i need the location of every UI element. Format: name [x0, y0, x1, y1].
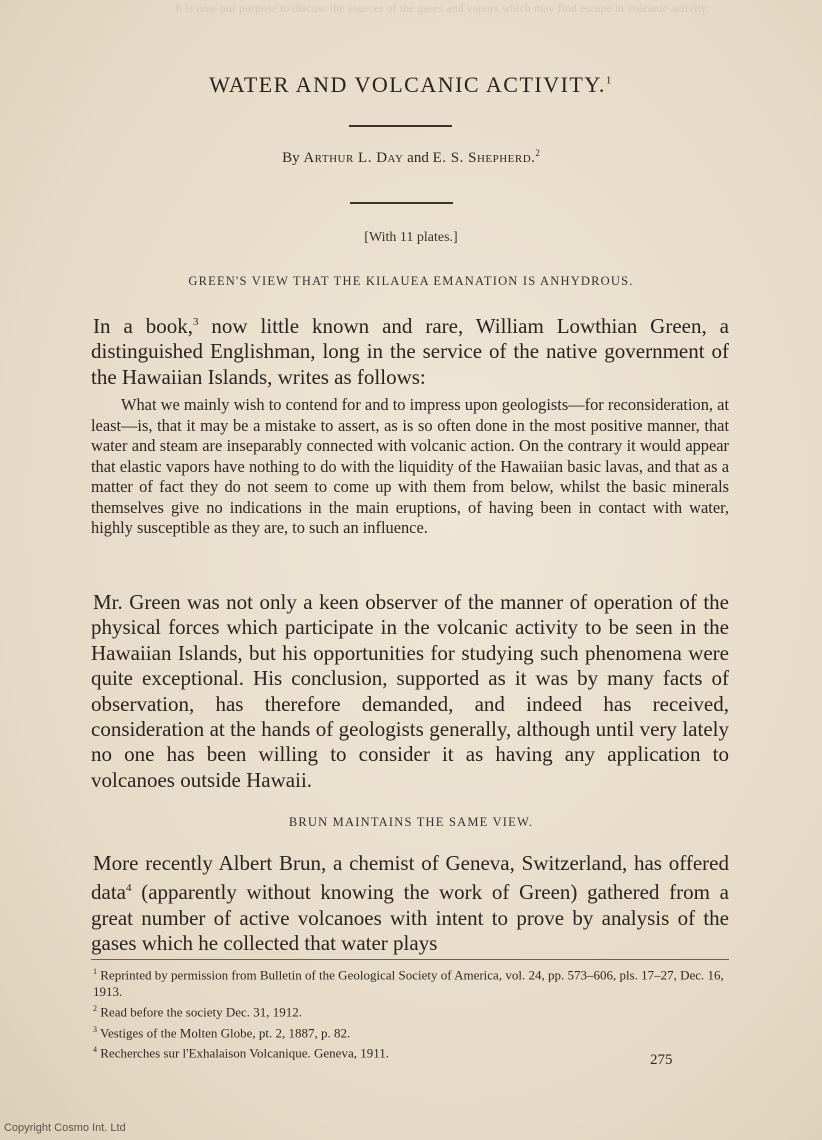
title-rule: [349, 125, 452, 127]
copyright-watermark: Copyright Cosmo Int. Ltd: [4, 1122, 126, 1134]
title-footnote-mark: 1: [605, 74, 613, 87]
footnote: $^4$ Recherches sur l'Exhalaison Volcanique. Geneva, 1911.: [93, 1044, 389, 1061]
byline-conj: and: [407, 150, 429, 166]
footnote-rule: [91, 959, 729, 960]
bleed-through-text: It is now our purpose to discuss the sources of the gases and vapors which may find escape in volcanic activity.: [175, 1, 710, 15]
author-2: E. S. Shepherd.: [432, 150, 536, 166]
byline: [0, 148, 822, 167]
article-title: [0, 72, 822, 98]
block-quote: What we mainly wish to contend for and to impress upon geologists—for reconsideration, at least—is, that it may be a mistake to assert, as is so often done in the most positive manner, that water and steam are inseparably connected with volcanic action. On the contrary it would appear that elastic vapors have nothing to do with the liquidity of the Hawaiian basic lavas, and that as a matter of fact they do not seem to come up with them from below, whilst the basic minerals themselves give no indications in the main eruptions, of having been in contact with water, highly susceptible as they are, to such an influence.: [91, 395, 729, 537]
paragraph-intro: In a book,$^3$ now little known and rare, William Lowthian Green, a distinguished Englishman, long in the service of the native government of the Hawaiian Islands, writes as follows:: [91, 314, 729, 389]
footnote: $^2$ Read before the society Dec. 31, 1912.: [93, 1004, 303, 1020]
byline-prefix: By: [282, 150, 300, 166]
paragraph-brun: More recently Albert Brun, a chemist of Geneva, Switzerland, has offered data$^4$ (apparently without knowing the work of Green) gathered from a great number of active volcanoes with intent to prove by analysis of the gases which he collected that water plays: [91, 851, 729, 956]
section-heading-green: GREEN'S VIEW THAT THE KILAUEA EMANATION IS ANHYDROUS.: [188, 274, 634, 288]
footnote: $^3$ Vestiges of the Molten Globe, pt. 2, 1887, p. 82.: [93, 1024, 351, 1040]
article-title-text: WATER AND VOLCANIC ACTIVITY.: [209, 72, 606, 97]
byline-footnote-mark: 2: [535, 148, 540, 158]
page-number: 275: [650, 1052, 673, 1068]
section-heading-brun: BRUN MAINTAINS THE SAME VIEW.: [288, 815, 534, 829]
footnote-mark-3: 3: [192, 316, 199, 328]
paragraph-green-observer: Mr. Green was not only a keen observer of the manner of operation of the physical forces which participate in the volcanic activity to be seen in the Hawaiian Islands, but his opportunities for studying such phenomena were quite exceptional. His conclusion, supported as it was by many facts of observation, has therefore demanded, and indeed has received, consideration at the hands of geologists generally, although until very lately no one has been willing to consider it as having any application to volcanoes outside Hawaii.: [91, 590, 729, 792]
footnotes: [91, 963, 731, 1061]
author-1: Arthur L. Day: [303, 150, 404, 166]
byline-rule: [350, 202, 453, 204]
footnote-mark-4: 4: [125, 882, 132, 895]
footnote: $^1$ Reprinted by permission from Bulletin of the Geological Society of America, vol. 24, pp. 573–606, pls. 17–27, Dec. 16, 1913.: [93, 967, 724, 1000]
plates-note: [With 11 plates.]: [364, 230, 458, 245]
